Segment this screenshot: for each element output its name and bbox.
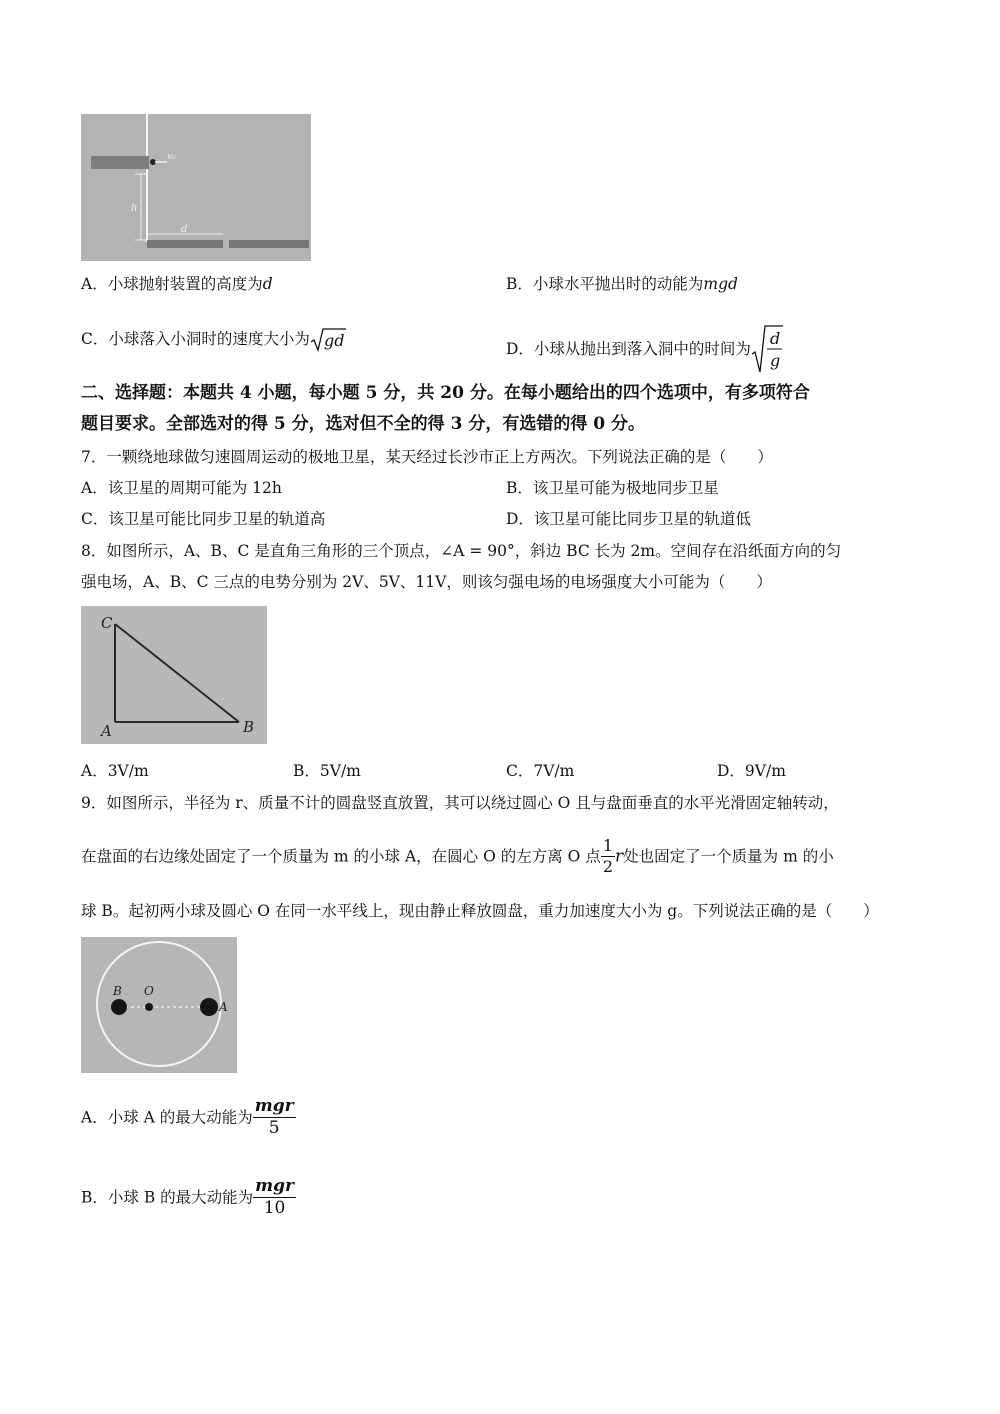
q9-option-b-fraction xyxy=(253,1178,296,1217)
one-half-den: 2 xyxy=(602,857,613,876)
center-o-label: O xyxy=(144,984,154,998)
q9-stem-line2 xyxy=(81,838,834,882)
section-2-heading-line1: 二、选择题：本题共 4 小题，每小题 5 分，共 20 分。在每小题给出的四个选项中，有多项符合 xyxy=(81,383,810,403)
vertex-c-label: C xyxy=(101,614,113,632)
q6-option-b-text: B．小球水平抛出时的动能为 xyxy=(506,275,704,293)
q7-stem: 7．一颗绕地球做匀速圆周运动的极地卫星，某天经过长沙市正上方两次。下列说法正确的是（ ） xyxy=(81,448,773,466)
h-label: h xyxy=(131,203,138,214)
q6-option-a-var: d xyxy=(262,275,273,293)
sqrt-d-over-g xyxy=(751,324,783,374)
q6-option-c-radicand: gd xyxy=(323,331,345,350)
vertex-b-label: B xyxy=(243,718,255,736)
q8-option-a: A．3V/m xyxy=(81,762,149,780)
q7-option-b: B．该卫星可能为极地同步卫星 xyxy=(506,479,719,497)
q9-stem-r: r xyxy=(615,846,624,867)
v0-label: v₀ xyxy=(167,152,176,162)
q9-option-a xyxy=(81,1098,296,1150)
q8-option-c: C．7V/m xyxy=(506,762,575,780)
q9-option-a-fraction xyxy=(253,1098,296,1137)
q6-option-d-den: g xyxy=(769,351,781,370)
vertex-a-label: A xyxy=(101,722,112,740)
sqrt-gd xyxy=(310,327,346,353)
q6-option-c xyxy=(81,327,346,353)
q9-option-b-den: 10 xyxy=(263,1198,286,1218)
q7-option-d: D．该卫星可能比同步卫星的轨道低 xyxy=(506,510,751,528)
q7-option-a: A．该卫星的周期可能为 12h xyxy=(81,479,282,497)
q7-option-c: C．该卫星可能比同步卫星的轨道高 xyxy=(81,510,326,528)
d-label: d xyxy=(181,224,188,235)
one-half-num: 1 xyxy=(602,836,613,855)
q8-stem-line2: 强电场，A、B、C 三点的电势分别为 2V、5V、11V，则该匀强电场的电场强度大小可能为（ ） xyxy=(81,573,772,591)
section-2-heading-line2: 题目要求。全部选对的得 5 分，选对但不全的得 3 分，有选错的得 0 分。 xyxy=(81,414,645,434)
q6-option-d xyxy=(506,324,783,368)
ball-a-label: A xyxy=(219,1000,228,1014)
q9-option-b-text: B．小球 B 的最大动能为 xyxy=(81,1188,254,1207)
q6-option-b-var: mgd xyxy=(703,275,738,293)
q8-option-b: B．5V/m xyxy=(293,762,361,780)
q9-stem-line1: 9．如图所示，半径为 r、质量不计的圆盘竖直放置，其可以绕过圆心 O 且与盘面垂直的水平光滑固定轴转动， xyxy=(81,794,839,812)
q9-option-a-text: A．小球 A 的最大动能为 xyxy=(81,1108,253,1127)
q9-stem-line2-b: 处也固定了一个质量为 m 的小 xyxy=(623,847,834,866)
q9-option-a-num: mgr xyxy=(254,1096,294,1116)
ball-b-label: B xyxy=(113,984,122,998)
q9-option-a-den: 5 xyxy=(268,1118,280,1138)
disc-figure xyxy=(81,937,237,1073)
q8-stem-line1: 8．如图所示，A、B、C 是直角三角形的三个顶点，∠A = 90°，斜边 BC 长为 2m。空间存在沿纸面方向的匀 xyxy=(81,542,842,560)
q9-option-b-num: mgr xyxy=(255,1176,294,1196)
q6-option-c-text: C．小球落入小洞时的速度大小为 xyxy=(81,330,310,348)
triangle-figure xyxy=(81,606,267,744)
q6-option-d-num: d xyxy=(769,329,781,348)
q9-stem-line3: 球 B。起初两小球及圆心 O 在同一水平线上，现由静止释放圆盘，重力加速度大小为 g。下列说法正确的是（ ） xyxy=(81,902,879,920)
q9-option-b xyxy=(81,1178,296,1230)
one-half-fraction xyxy=(601,838,615,875)
q6-option-b xyxy=(506,273,738,295)
projectile-figure xyxy=(81,114,311,261)
q6-option-a xyxy=(81,273,273,295)
q8-option-d: D．9V/m xyxy=(717,762,786,780)
q9-stem-line2-a: 在盘面的右边缘处固定了一个质量为 m 的小球 A，在圆心 O 的左方离 O 点 xyxy=(81,847,601,866)
q6-option-a-text: A．小球抛射装置的高度为 xyxy=(81,275,263,293)
q6-option-d-text: D．小球从抛出到落入洞中的时间为 xyxy=(506,340,751,358)
